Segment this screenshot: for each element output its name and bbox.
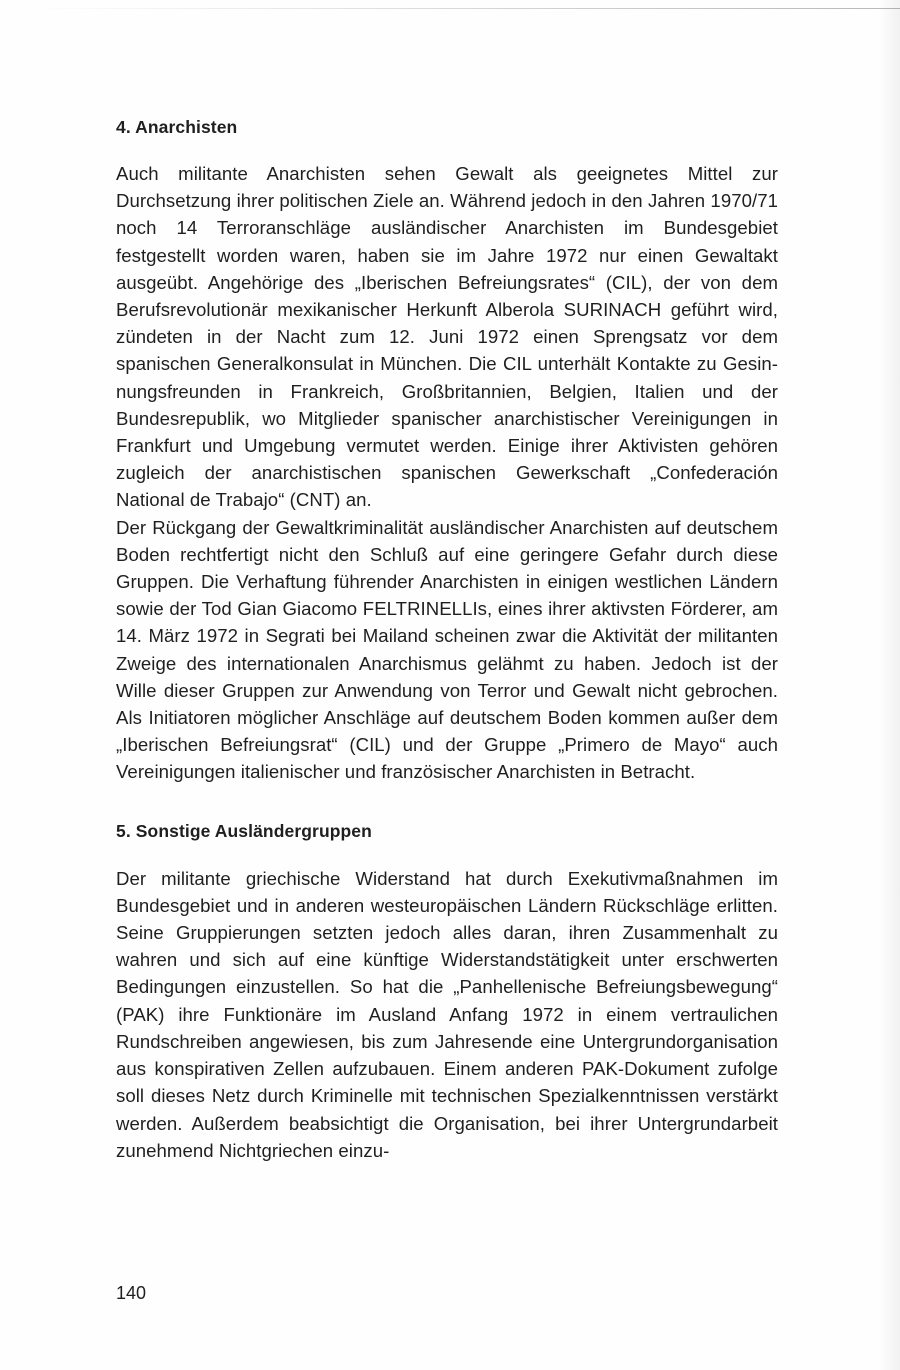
page-number: 140 (116, 1283, 147, 1303)
text-column (116, 114, 778, 1164)
page-side-shadow (878, 0, 900, 1370)
page-edge-line (30, 8, 900, 9)
paragraph: Der Rückgang der Gewaltkriminalität ausländischer Anarchisten auf deutschem Boden rechtfertigt nicht den Schluß auf eine geringere Gefahr durch diese Gruppen. Die Verhaftung führender Anarchisten in einigen westlichen Ländern sowie der Tod Gian Giacomo FELTRINELLIs, eines ihrer aktivsten Förderer, am 14. März 1972 in Segrati bei Mailand scheinen zwar die Aktivität der militanten Zweige des internationalen Anarchismus gelähmt zu haben. Jedoch ist der Wille dieser Gruppen zur Anwendung von Terror und Gewalt nicht gebrochen. Als Initiatoren möglicher Anschläge auf deutschem Boden kommen außer dem „Iberischen Befreiungsrat“ (CIL) und der Gruppe „Primero de Mayo“ auch Vereinigungen italienischer und französischer Anarchisten in Betracht. (116, 516, 778, 783)
paragraph: Der militante griechische Widerstand hat durch Exekutivmaßnahmen im Bundesgebiet und in anderen westeuropäischen Ländern Rückschläge erlitten. Seine Gruppierungen setzten jedoch alles daran, ihren Zusammenhalt zu wahren und sich auf eine künftige Widerstandstätigkeit unter erschwerten Bedingungen einzustellen. So hat die „Panhellenische Befreiungsbewegung“ (PAK) ihre Funktionäre im Ausland Anfang 1972 in einem vertraulichen Rundschreiben angewiesen, bis zum Jahresende eine Untergrundorganisation aus konspirativen Zellen aufzubauen. Einem anderen PAK-Dokument zufolge soll dieses Netz durch Kriminelle mit technischen Spezialkenntnissen verstärkt werden. Außerdem beabsichtigt die Organisation, bei ihrer Untergrundarbeit zunehmend Nichtgriechen einzu- (116, 867, 778, 1161)
paragraph: Auch militante Anarchisten sehen Gewalt als geeignetes Mittel zur Durchsetzung ihrer politischen Ziele an. Während jedoch in den Jahren 1970/71 noch 14 Terroranschläge ausländischer Anarchisten im Bundesgebiet festgestellt worden waren, haben sie im Jahre 1972 nur einen Gewaltakt ausgeübt. Angehörige des „Iberischen Befreiungsrates“ (CIL), der von dem Berufsrevolutionär mexikanischer Herkunft Alberola SURINACH geführt wird, zündeten in der Nacht zum 12. Juni 1972 einen Sprengsatz vor dem spanischen Generalkonsulat in München. Die CIL unterhält Kontakte zu Gesinnungsfreunden in Frankreich, Großbritannien, Belgien, Italien und der Bundesrepublik, wo Mitglieder spanischer anarchistischer Vereinigungen in Frankfurt und Umgebung vermutet werden. Einige ihrer Aktivisten gehören zugleich der anarchistischen spanischen Gewerkschaft „Confederación National de Trabajo“ (CNT) an. (116, 163, 778, 511)
section-heading-anarchisten: 4. Anarchisten (116, 117, 238, 137)
section-heading-auslaendergruppen: 5. Sonstige Ausländergruppen (116, 820, 372, 841)
